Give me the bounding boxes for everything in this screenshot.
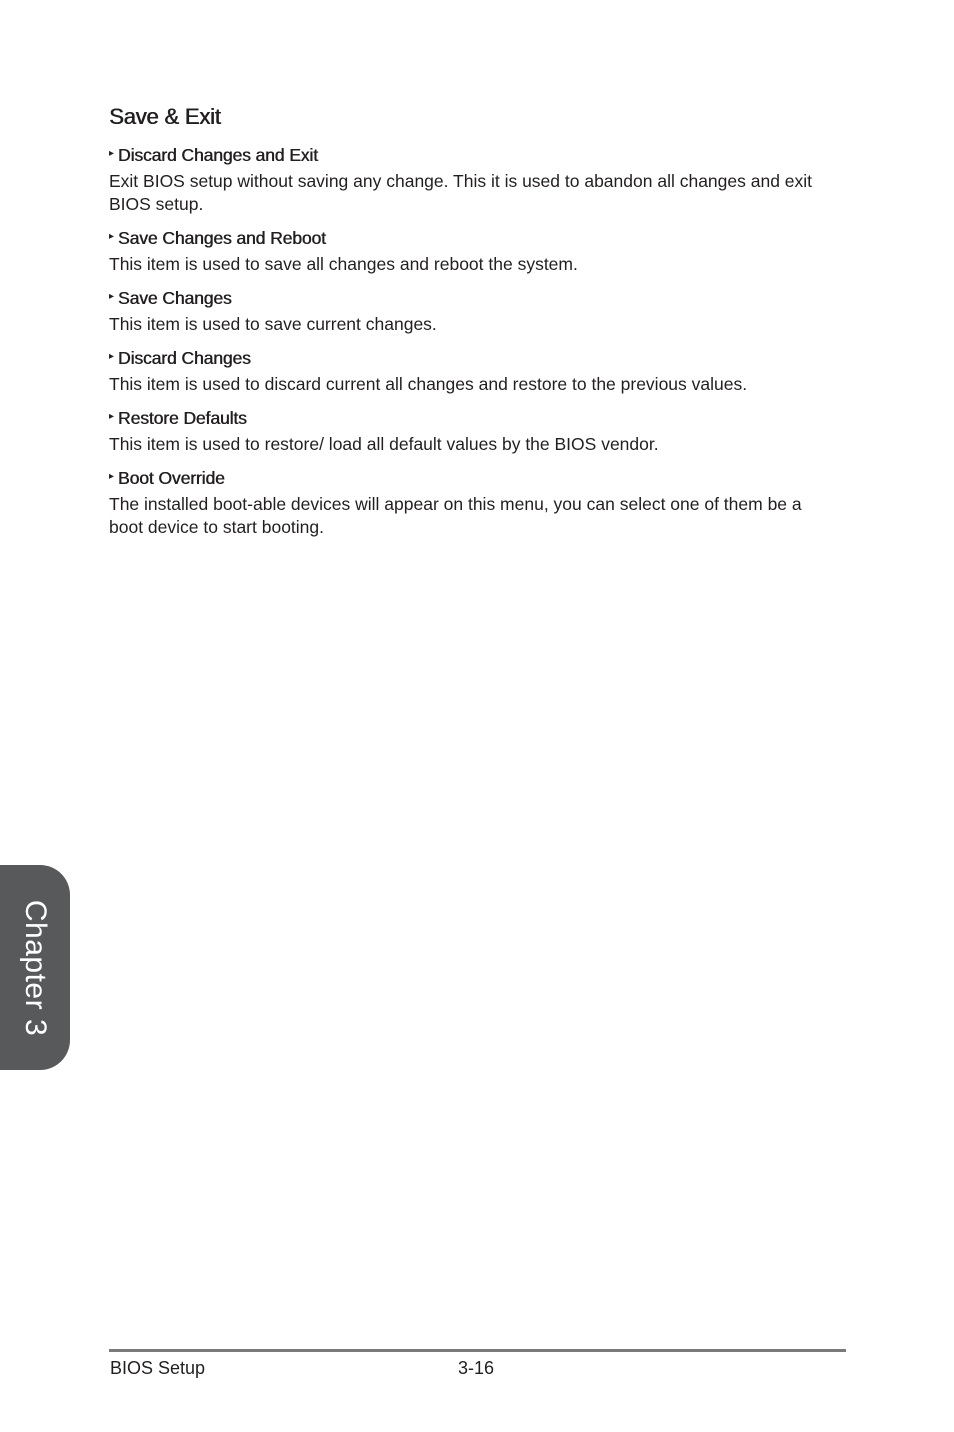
triangle-right-icon: ▸ (109, 411, 114, 422)
item-title (109, 467, 839, 489)
chapter-label: Chapter 3 (19, 899, 52, 1036)
footer-divider (109, 1349, 846, 1352)
item-title (109, 407, 839, 429)
item-title (109, 144, 839, 166)
triangle-right-icon: ▸ (109, 148, 114, 159)
triangle-right-icon: ▸ (109, 291, 114, 302)
item-discard-changes-and-exit (109, 144, 839, 216)
item-title-text: Boot Override (117, 468, 225, 488)
item-title-text: Save Changes and Reboot (117, 228, 326, 248)
item-description: Exit BIOS setup without saving any change. This it is used to abandon all changes and exit BIOS setup. (109, 171, 813, 214)
chapter-tab (0, 865, 70, 1070)
item-title-text: Discard Changes (117, 348, 251, 368)
item-title-text: Discard Changes and Exit (117, 145, 318, 165)
section-title: Save & Exit (109, 104, 221, 129)
page-number: 3-16 (458, 1358, 495, 1378)
item-description: This item is used to restore/ load all default values by the BIOS vendor. (109, 434, 659, 454)
footer-section-name: BIOS Setup (110, 1358, 206, 1378)
item-title-text: Restore Defaults (117, 408, 247, 428)
item-title-text: Save Changes (117, 288, 232, 308)
item-save-changes-and-reboot (109, 227, 839, 276)
item-restore-defaults (109, 407, 839, 456)
item-discard-changes (109, 347, 839, 396)
triangle-right-icon: ▸ (109, 471, 114, 482)
item-description: The installed boot-able devices will appear on this menu, you can select one of them be a boot device to start booting. (109, 494, 802, 537)
item-description: This item is used to save current changes. (109, 314, 437, 334)
page-content (109, 102, 839, 550)
item-title (109, 347, 839, 369)
triangle-right-icon: ▸ (109, 351, 114, 362)
item-description: This item is used to discard current all changes and restore to the previous values. (109, 374, 748, 394)
item-description: This item is used to save all changes and reboot the system. (109, 254, 578, 274)
item-boot-override (109, 467, 839, 539)
item-save-changes (109, 287, 839, 336)
item-title (109, 287, 839, 309)
item-title (109, 227, 839, 249)
triangle-right-icon: ▸ (109, 231, 114, 242)
